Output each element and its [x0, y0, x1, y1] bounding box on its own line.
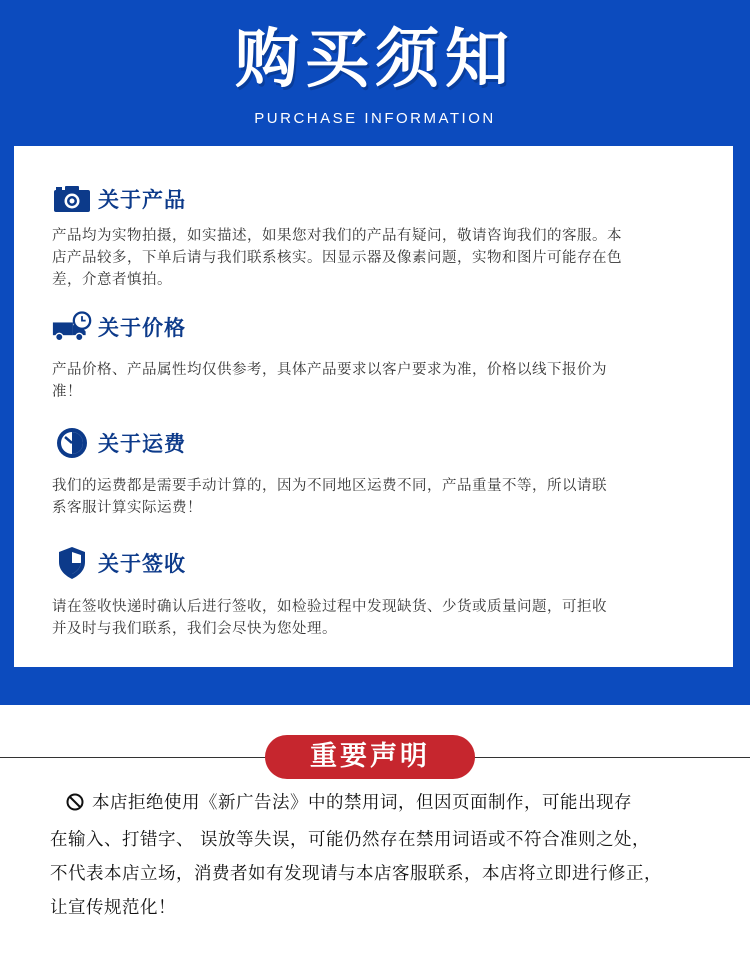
section-title: 关于价格	[98, 316, 186, 340]
section-receipt-header	[52, 546, 186, 580]
notice-text	[50, 786, 740, 925]
body-line: 产品均为实物拍摄，如实描述，如果您对我们的产品有疑问，敬请咨询我们的客服。本	[52, 228, 622, 244]
body-line: 请在签收快递时确认后进行签收，如检验过程中发现缺货、少货或质量问题，可拒收	[52, 599, 607, 615]
prohibited-icon	[66, 789, 84, 823]
notice-line-text: 本店拒绝使用《新广告法》中的禁用词，但因页面制作，可能出现存	[92, 793, 632, 813]
notice-line: 让宣传规范化！	[50, 898, 176, 918]
body-line: 准！	[52, 384, 82, 400]
section-shipping-body	[52, 475, 702, 519]
page-title: 购买须知	[235, 23, 515, 97]
page-subtitle: PURCHASE INFORMATION	[254, 110, 496, 127]
shield-icon	[52, 546, 92, 580]
camera-icon	[52, 182, 92, 216]
notice-line: 不代表本店立场，消费者如有发现请与本店客服联系，本店将立即进行修正，	[50, 864, 662, 884]
section-title: 关于签收	[98, 552, 186, 576]
clock-icon	[52, 426, 92, 460]
section-price-header	[52, 310, 186, 344]
body-line: 产品价格、产品属性均仅供参考，具体产品要求以客户要求为准，价格以线下报价为	[52, 362, 607, 378]
section-price-body	[52, 359, 702, 403]
section-product-body	[52, 225, 702, 291]
body-line: 差，介意者慎拍。	[52, 272, 172, 288]
section-title: 关于产品	[98, 188, 186, 212]
section-shipping-header	[52, 426, 186, 460]
delivery-truck-icon	[52, 310, 92, 344]
notice-title: 重要声明	[265, 735, 475, 779]
body-line: 店产品较多，下单后请与我们联系核实。因显示器及像素问题，实物和图片可能存在色	[52, 250, 622, 266]
section-product-header	[52, 182, 186, 216]
body-line: 我们的运费都是需要手动计算的，因为不同地区运费不同，产品重量不等，所以请联	[52, 478, 607, 494]
notice-line	[50, 786, 740, 823]
section-receipt-body	[52, 596, 702, 640]
body-line: 并及时与我们联系，我们会尽快为您处理。	[52, 621, 337, 637]
body-line: 系客服计算实际运费！	[52, 500, 202, 516]
section-title: 关于运费	[98, 432, 186, 456]
notice-line: 在输入、打错字、 误放等失误，可能仍然存在禁用词语或不符合准则之处，	[50, 830, 651, 850]
